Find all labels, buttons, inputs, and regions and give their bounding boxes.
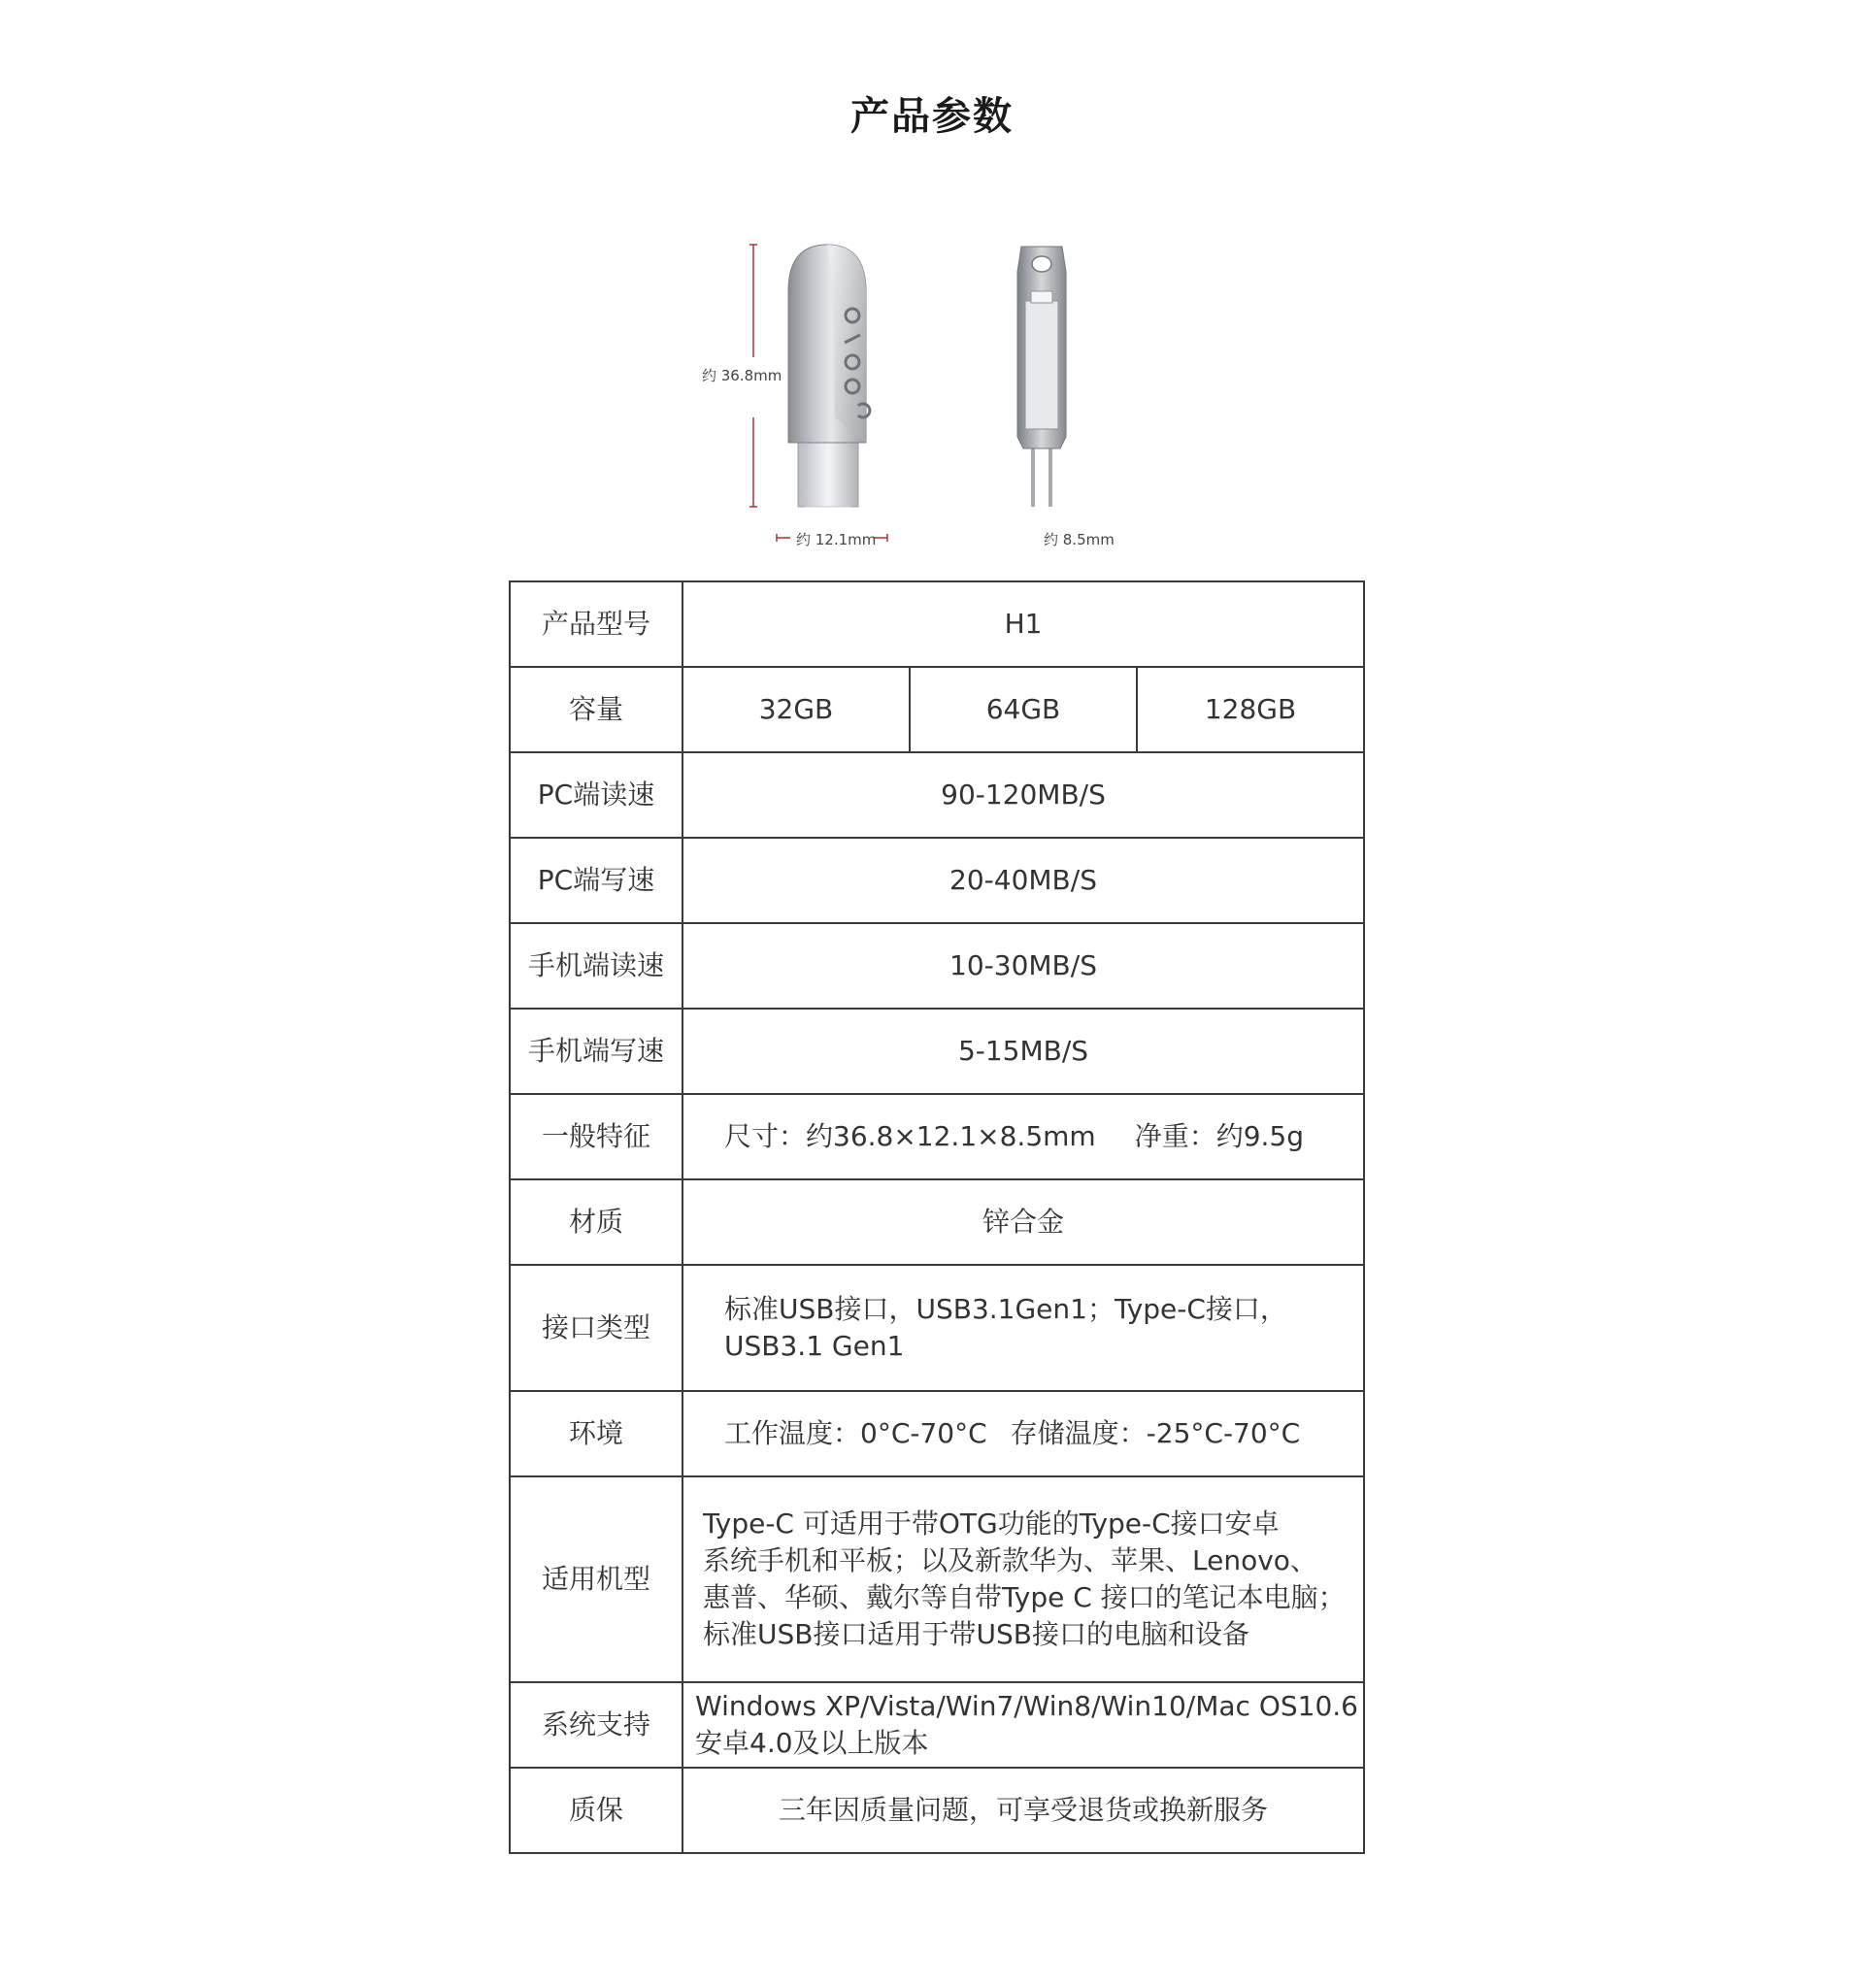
pc-read-label: PC端读速	[510, 752, 682, 838]
interface-label: 接口类型	[510, 1265, 682, 1391]
capacity-64gb: 64GB	[910, 667, 1137, 752]
interface-line-1: 标准USB接口，USB3.1Gen1；Type-C接口，	[724, 1293, 1287, 1325]
warranty-value: 三年因质量问题，可享受退货或换新服务	[682, 1768, 1364, 1853]
table-row-general	[510, 1094, 1364, 1179]
table-row-mobile-read	[510, 923, 1364, 1009]
table-row-pc-read	[510, 752, 1364, 838]
width-label: 约 12.1mm	[796, 531, 877, 548]
table-row-material	[510, 1179, 1364, 1265]
table-row-mobile-write	[510, 1009, 1364, 1094]
product-illustration	[680, 233, 1184, 563]
table-row-model	[510, 581, 1364, 667]
general-value	[682, 1094, 1364, 1179]
material-value: 锌合金	[682, 1179, 1364, 1265]
mobile-write-label: 手机端写速	[510, 1009, 682, 1094]
environment-storage: 存储温度：-25°C-70°C	[1010, 1417, 1301, 1449]
compatible-line-2: 系统手机和平板；以及新款华为、苹果、Lenovo、	[703, 1544, 1317, 1576]
capacity-128gb: 128GB	[1137, 667, 1364, 752]
depth-label: 约 8.5mm	[1044, 531, 1115, 548]
os-line-1: Windows XP/Vista/Win7/Win8/Win10/Mac OS10.6	[695, 1690, 1358, 1722]
mobile-read-value: 10-30MB/S	[682, 923, 1364, 1009]
table-row-warranty	[510, 1768, 1364, 1853]
environment-working: 工作温度：0°C-70°C	[724, 1417, 987, 1449]
os-value	[682, 1682, 1364, 1768]
warranty-label: 质保	[510, 1768, 682, 1853]
general-label: 一般特征	[510, 1094, 682, 1179]
interface-line-2: USB3.1 Gen1	[724, 1330, 905, 1362]
pc-write-value: 20-40MB/S	[682, 838, 1364, 923]
mobile-write-value: 5-15MB/S	[682, 1009, 1364, 1094]
capacity-label: 容量	[510, 667, 682, 752]
model-value: H1	[682, 581, 1364, 667]
table-row-environment	[510, 1391, 1364, 1476]
compatible-line-1: Type-C 可适用于带OTG功能的Type-C接口安卓	[703, 1508, 1280, 1540]
general-weight: 净重：约9.5g	[1134, 1120, 1305, 1152]
material-label: 材质	[510, 1179, 682, 1265]
environment-value	[682, 1391, 1364, 1476]
table-row-capacity	[510, 667, 1364, 752]
pc-write-label: PC端写速	[510, 838, 682, 923]
height-label: 约 36.8mm	[702, 367, 782, 384]
interface-value	[682, 1265, 1364, 1391]
compatible-line-3: 惠普、华硕、戴尔等自带Type C 接口的笔记本电脑；	[703, 1581, 1346, 1613]
side-view-drive	[1017, 247, 1066, 507]
page-title: 产品参数	[850, 94, 1014, 139]
table-row-interface	[510, 1265, 1364, 1391]
capacity-32gb: 32GB	[682, 667, 910, 752]
front-view-drive	[788, 245, 870, 507]
table-row-compatible	[510, 1476, 1364, 1682]
environment-label: 环境	[510, 1391, 682, 1476]
compatible-value	[682, 1476, 1364, 1682]
os-label: 系统支持	[510, 1682, 682, 1768]
general-size: 尺寸：约36.8×12.1×8.5mm	[724, 1120, 1096, 1152]
spec-table	[509, 580, 1365, 1854]
pc-read-value: 90-120MB/S	[682, 752, 1364, 838]
table-row-pc-write	[510, 838, 1364, 923]
model-label: 产品型号	[510, 581, 682, 667]
compatible-label: 适用机型	[510, 1476, 682, 1682]
table-row-os	[510, 1682, 1364, 1768]
mobile-read-label: 手机端读速	[510, 923, 682, 1009]
os-line-2: 安卓4.0及以上版本	[695, 1727, 929, 1759]
compatible-line-4: 标准USB接口适用于带USB接口的电脑和设备	[703, 1618, 1249, 1650]
